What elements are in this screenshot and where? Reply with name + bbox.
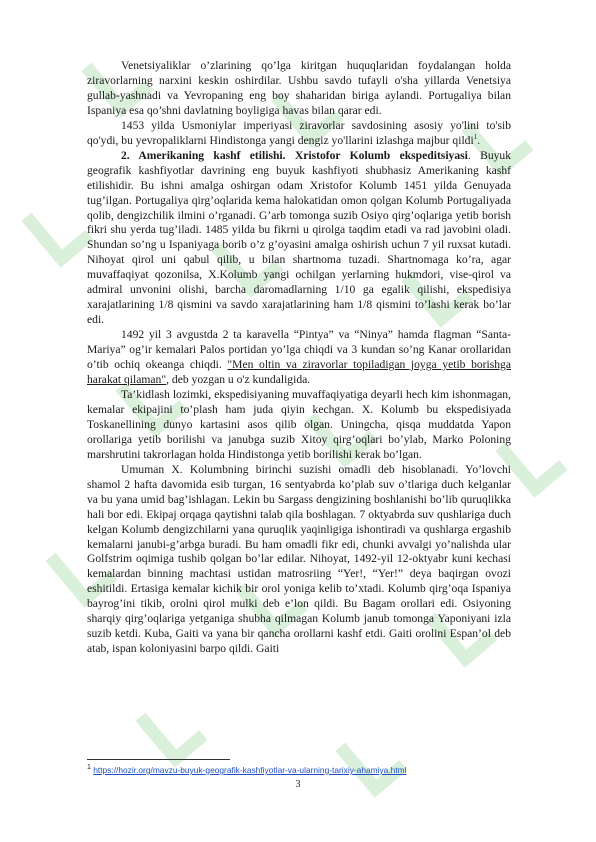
paragraph-text: Umuman X. Kolumbning birinchi suzishi omadli deb hisoblanadi. Yo’lovchi shamol 2 hafta davomida esib turgan, 16 sentyabrda ko’plab suv o’tlariga duch kelganlar va bu yana umid bag’ishlagan. Lekin bu Sargass dengizining boshlanishi bo’lib quruqlikka hali bor edi. Ekipaj orqaga qaytishni talab qila boshlagan. 7 oktyabrda suv qushlariga duch kelgan Kolumb dengizchilarni yana quruqlik yaqinligiga ishontiradi va qushlarga ergashib kemalarni janubi-g’arbga buradi. Bu ham omadli fikr edi, chunki avvalgi yo’nalishda ular Golfstrim oqimiga tushib qolgan bo’lar edilar. Nihoyat, 1492-yil 12-oktyabr kuni kechasi kemalardan binning machtasi ustidan matrosriing “Yer!, “Yer!” deya baqirgan ovozi eshitildi. Ertasiga kemalar kichik bir orol yoniga kelib to’xtadi. Kolumb qirg’oqa Ispaniya bayrog’ini tikib, orolni qirol mulki deb e’lon qildi. Bu Bagam orollari edi. Osiyoning sharqiy qirg’oqlariga yetganiga shubha qilmagan Kolumb janub tomonga Yaponiyani izla suzib ketdi. Kuba, Gaiti va yana bir qancha orollarni kashf etdi. Gaiti orolini Espan’ol deb atab, ispan koloniyasini barpo qildi. Gaiti: [87, 462, 511, 656]
footnote: [87, 765, 517, 775]
footnote-reference[interactable]: 1: [473, 132, 478, 141]
paragraph-text: .: [477, 133, 481, 147]
paragraph: [87, 328, 511, 388]
paragraph-text: , deb yozgan u o'z kundaligida.: [166, 373, 311, 387]
footnote-divider: [87, 759, 230, 760]
paragraph-text: . Buyuk geografik kashfiyotlar davrining eng buyuk kashfiyoti shubhasiz Amerikaning kashf etilishidir. Bu ishni amalga oshirgan odam Xristofor Kolumb 1451 yilda Genuyada tug’ilgan. Portugaliya qirg’oqlarida kema halokatidan omon qolgan Kolumb Portugaliyada qolib, dengizchilik ilmini o’rganadi. G’arb tomonga suzib Osiyo qirg’oqlariga yetib borish fikri shu yerda tug’iladi. 1485 yilda bu fikrni u qirolga taqdim etadi va rad javobini oladi. Shundan so’ng u Ispaniyaga borib o’z g’oyasini amalga oshirish uchun 7 yil ruxsat kutadi. Nihoyat qirol uni qabul qilib, u bilan shartnoma tuzadi. Shartnomaga ko’ra, agar muvaffaqiyat qozonilsa, X.Kolumb yangi ochilgan yerlarning hukmdori, vise-qirol va admiral unvonini olishi, barcha daromadlarning 1/10 ga egalik qilishi, ekspedisiya xarajatlarining 1/8 qismini va savdo xarajatlarining ham 1/8 qismini to’lashi kerak bo’lar edi.: [87, 148, 512, 327]
paragraph: [87, 463, 511, 657]
body-text: [87, 59, 511, 657]
paragraph: [87, 149, 511, 328]
paragraph-text: Ta’kidlash lozimki, ekspedisiyaning muvaffaqiyatiga deyarli hech kim ishonmagan, kemalar ekipajini to’plash ham juda qiyin kechgan. X. Kolumb bu ekspedisiyada Toskanellining dunyo kartasini asos qilib olgan. Uningcha, qisqa muddatda Yapon orollariga yetib borilishi va janubga suzib Xitoy qirg’oqlari bo’ylab, Marko Poloning marshrutini takrorlagan holda Hindistonga yetib borilishi kerak bo’lgan.: [87, 387, 511, 461]
footnote-link[interactable]: https://hozir.org/mavzu-buyuk-geografik-kashfiyotlar-va-ularning-tarixiy-ahamiya.html: [93, 765, 407, 775]
paragraph-text: 1453 yilda Usmoniylar imperiyasi ziravorlar savdosining asosiy yo'lini to'sib qo'ydi, bu yevropaliklarni Hindistonga yangi dengiz yo'llarini izlashga majbur qildi: [87, 118, 511, 147]
watermark-check-icon: [135, 693, 207, 767]
footnote-marker: 1: [87, 764, 91, 772]
section-heading: 2. Amerikaning kashf etilishi. Xristofor Kolumb ekspeditsiyasi: [121, 148, 468, 162]
paragraph-text: 1492 yil 3 avgustda 2 ta karavella “Pintya” va “Ninya” hamda flagman “Santa-Mariya” og’ir kemalari Palos portidan yo’lga chiqdi va 3 kundan so’ng Kanar orollaridan o’tib ochiq okeanga chiqdi.: [87, 328, 511, 372]
paragraph: [87, 59, 511, 119]
paragraph: [87, 388, 511, 463]
paragraph: [87, 119, 511, 149]
paragraph-text: Venetsiyaliklar o’zlarining qo’lga kiritgan huquqlaridan foydalangan holda ziravorlarning narxini keskin oshirdilar. Ushbu savdo tufayli o'sha yillarda Venetsiya gullab-yashnadi va Yevropaning eng boy shaharidan biriga aylandi. Portugaliya bilan Ispaniya esa qo’shni davlatning boyligiga havas bilan qarar edi.: [87, 59, 511, 117]
watermark-check-icon: [21, 193, 93, 267]
page-number: 3: [295, 779, 301, 790]
quote-link[interactable]: "Men oltin va ziravorlar topiladigan joyga yetib borishga harakat qilaman": [87, 358, 511, 387]
